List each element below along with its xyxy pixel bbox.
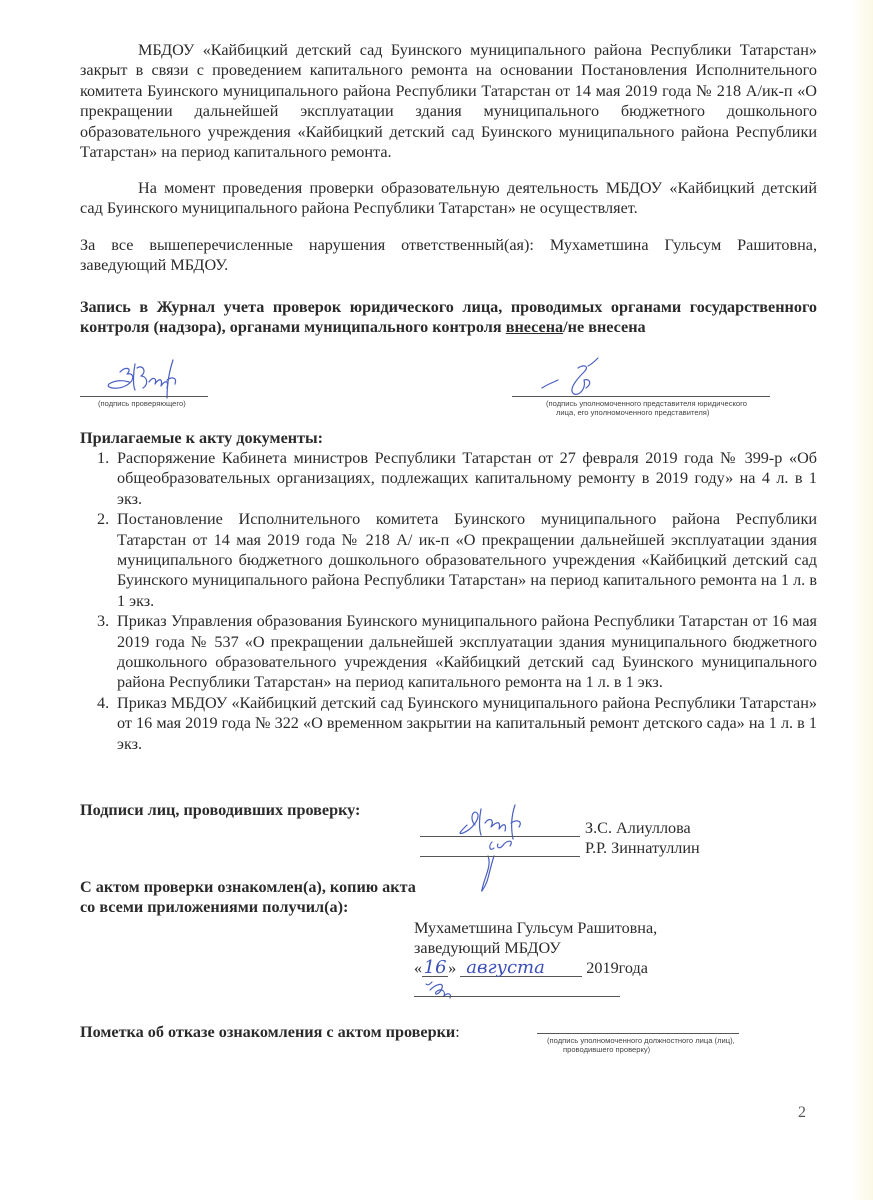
date-year: 2019года bbox=[586, 959, 648, 977]
journal-entry-paragraph bbox=[80, 297, 817, 338]
no-activity-paragraph: На момент проведения проверки образовательную деятельность МБДОУ «Кайбицкий детский сад Буинского муниципального района Республики Татарстан» не осуществляет. bbox=[80, 179, 817, 218]
inspector1-signature bbox=[455, 805, 545, 840]
inspectors-heading: Подписи лиц, проводивших проверку: bbox=[80, 801, 361, 819]
representative-caption-line1: (подпись уполномоченного представителя юридического bbox=[546, 399, 747, 408]
attachment-text: Постановление Исполнительного комитета Буинского муниципального района Республики Татарстан от 14 мая 2019 года № 218 А/ ик-п «О прекращении дальнейшей эксплуатации здания муниципального бюджетного дошкольного образовательного учреждения «Кайбицкий детский сад Буинского муниципального района Республики Татарстан» на период капитального ремонта на 1 л. в 1 экз. bbox=[117, 510, 817, 610]
attachments-list bbox=[80, 448, 817, 754]
inspector-signature bbox=[95, 358, 195, 398]
attachment-item bbox=[80, 509, 817, 611]
acknowledged-by-position: заведующий МБДОУ bbox=[414, 939, 561, 957]
refusal-signature-line bbox=[537, 1033, 739, 1034]
attachment-number: 3. bbox=[97, 612, 110, 631]
inspector2-signature-line bbox=[420, 856, 580, 857]
acknowledgement-heading-line2: со всеми приложениями получил(а): bbox=[80, 898, 349, 916]
date-month-handwritten: августа bbox=[460, 960, 582, 977]
attachment-number: 4. bbox=[97, 693, 110, 712]
attachment-item bbox=[80, 611, 817, 693]
representative-caption-line2: лица, его уполномоченного представителя) bbox=[556, 408, 710, 417]
inspector1-signature-line bbox=[420, 836, 580, 837]
representative-signature bbox=[540, 360, 620, 400]
acknowledgement-signature bbox=[420, 980, 470, 1000]
closure-paragraph: МБДОУ «Кайбицкий детский сад Буинского муниципального района Республики Татарстан» закрыт в связи с проведением капитального ремонта на основании Постановления Исполнительного комитета Буинского муниципального района Республики Татарстан от 14 мая 2019 года № 218 А/ик-п «О прекращении дальнейшей эксплуатации здания муниципального бюджетного дошкольного образовательного учреждения «Кайбицкий детский сад Буинского муниципального района Республики Татарстан» на период капитального ремонта. bbox=[80, 41, 817, 162]
acknowledged-by-name: Мухаметшина Гульсум Рашитовна, bbox=[414, 919, 658, 937]
inspector2-signature bbox=[470, 838, 530, 898]
journal-entry-text: Запись в Журнал учета проверок юридического лица, проводимых органами государственного контроля (надзора), органами муниципального контроля bbox=[80, 298, 817, 337]
acknowledgement-heading-line1: С актом проверки ознакомлен(а), копию акта bbox=[80, 878, 416, 896]
acknowledgement-signature-line bbox=[414, 996, 620, 997]
inspector-signature-line bbox=[80, 396, 208, 397]
attachment-item bbox=[80, 693, 817, 754]
responsible-paragraph: За все вышеперечисленные нарушения ответственный(ая): Мухаметшина Гульсум Рашитовна, заведующий МБДОУ. bbox=[80, 236, 817, 275]
refusal-heading bbox=[80, 1022, 460, 1042]
attachment-number: 1. bbox=[97, 449, 110, 467]
date-close-quote: » bbox=[448, 959, 457, 977]
attachment-item bbox=[80, 448, 817, 509]
attachment-number: 2. bbox=[97, 510, 110, 529]
representative-signature-line bbox=[512, 396, 770, 397]
date-open-quote: « bbox=[414, 959, 423, 977]
inspector2-name: Р.Р. Зиннатуллин bbox=[585, 839, 700, 857]
inspector1-name: З.С. Алиуллова bbox=[585, 819, 691, 837]
refusal-heading-text: Пометка об отказе ознакомления с актом проверки bbox=[80, 1023, 456, 1041]
acknowledgement-date bbox=[414, 958, 648, 978]
scan-page-edge bbox=[851, 0, 873, 1200]
attachment-text: Приказ Управления образования Буинского муниципального района Республики Татарстан от 16 мая 2019 года № 537 «О прекращении дальнейшей эксплуатации здания муниципального бюджетного дошкольного образовательного учреждения «Кайбицкий детский сад Буинского муниципального района Республики Татарстан» на период капитального ремонта на 1 л. в 1 экз. bbox=[117, 612, 817, 692]
refusal-caption-line2: проводившего проверку) bbox=[563, 1045, 651, 1054]
refusal-caption-line1: (подпись уполномоченного должностного лица (лиц), bbox=[547, 1036, 735, 1045]
page-number: 2 bbox=[798, 1104, 806, 1121]
attachment-text: Распоряжение Кабинета министров Республики Татарстан от 27 февраля 2019 года № 399-р «Об общеобразовательных организациях, подлежащих капитальному ремонту в 2019 году» на 4 л. в 1 экз. bbox=[117, 449, 817, 508]
date-day-handwritten: 16 bbox=[423, 957, 447, 978]
refusal-colon: : bbox=[455, 1023, 460, 1041]
inspector-signature-caption: (подпись проверяющего) bbox=[98, 399, 186, 408]
attachments-heading: Прилагаемые к акту документы: bbox=[80, 429, 324, 447]
journal-entry-underlined: внесена bbox=[505, 318, 564, 337]
attachment-text: Приказ МБДОУ «Кайбицкий детский сад Буинского муниципального района Республики Татарстан» от 16 мая 2019 года № 322 «О временном закрытии на капитальный ремонт детского сада» на 1 л. в 1 экз. bbox=[117, 693, 817, 753]
journal-entry-rest: /не внесена bbox=[563, 318, 646, 337]
